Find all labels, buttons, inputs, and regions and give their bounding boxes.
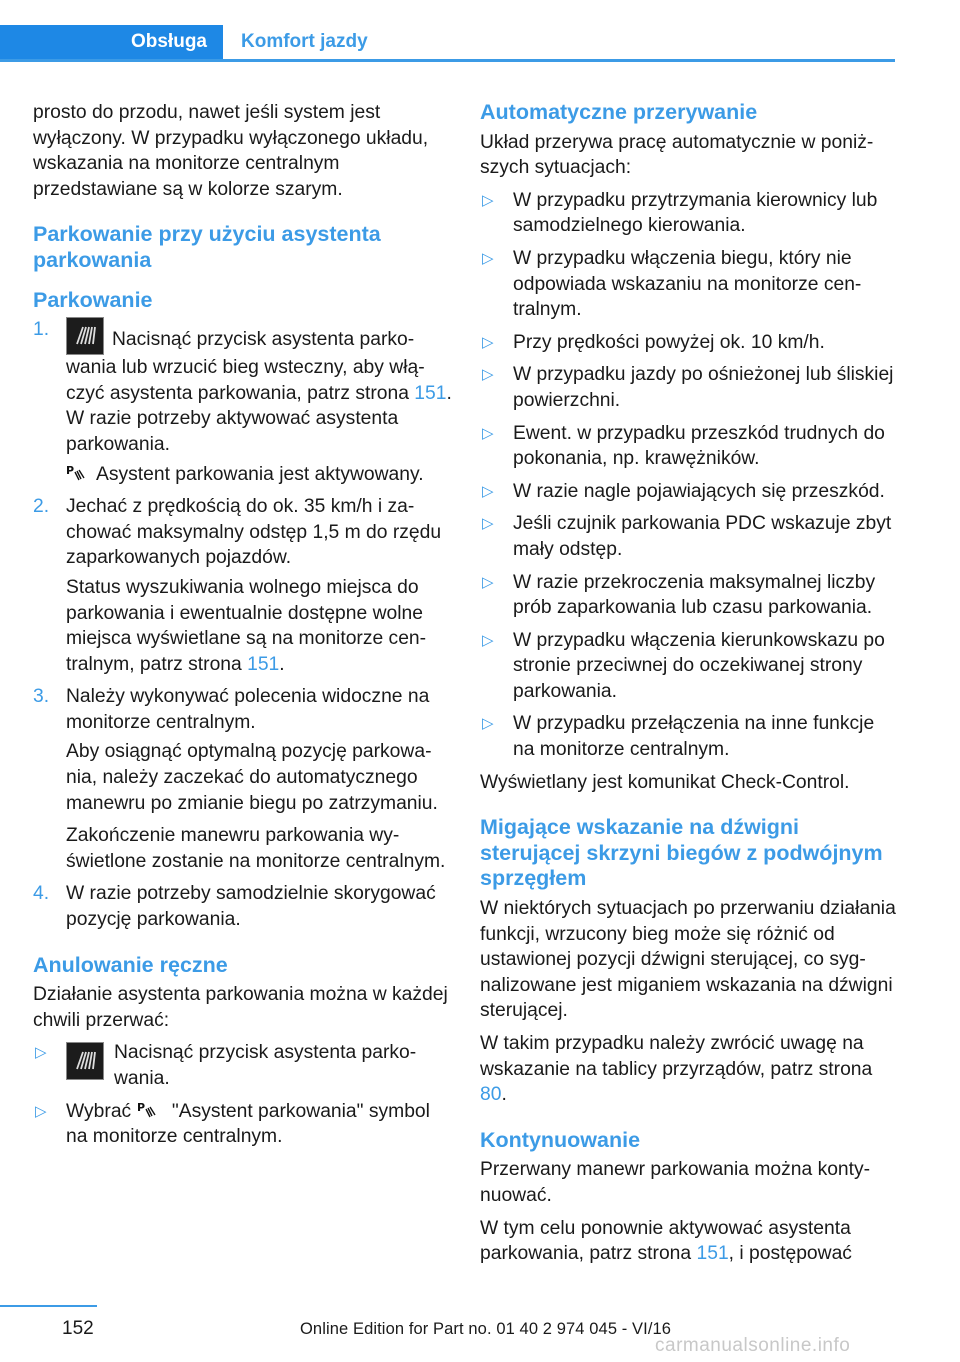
list-item-text: W przypadku przytrzymania kierownicy lub samodzielnego kierowania. (513, 189, 878, 237)
heading-anulowanie: Anulowanie ręczne (33, 952, 228, 977)
kont-paragraph-2 (480, 1216, 898, 1267)
step-note (66, 462, 453, 488)
migajace-end: . (501, 1084, 507, 1106)
step-number: 3. (33, 686, 50, 708)
migajace-text: W takim przypadku należy zwrócić uwagę na wskazanie na tablicy przyrządów, patrz strona (480, 1033, 873, 1080)
park-assist-symbol-icon (66, 463, 88, 483)
steps-list (33, 317, 453, 932)
park-assist-button-icon (66, 1042, 104, 1080)
list-item (33, 684, 453, 874)
step-note (66, 575, 453, 677)
left-column (33, 100, 453, 1157)
list-item (480, 479, 898, 505)
step-number: 1. (33, 319, 50, 341)
heading-automatyczne: Automatyczne przerywanie (480, 100, 758, 124)
triangle-bullet-icon: ▷ (482, 333, 494, 351)
watermark: carmanualsonline.info (655, 1335, 851, 1356)
triangle-bullet-icon: ▷ (482, 366, 494, 384)
page-link-80[interactable]: 80 (480, 1084, 502, 1106)
step-note-end: . (279, 653, 285, 675)
step-note: Zakończenie manewru parkowania wyświetlone zostanie na monitorze centralnym. (66, 825, 446, 872)
list-item-text: W przypadku włączenia biegu, który nie odpowiada wskazaniu na monitorze centralnym. (513, 247, 862, 321)
list-item-text: Wybrać (66, 1100, 137, 1122)
triangle-bullet-icon: ▷ (482, 573, 494, 591)
triangle-bullet-icon: ▷ (482, 631, 494, 649)
auto-footer: Wyświetlany jest komunikat Check-Control. (480, 771, 850, 793)
list-item-text: W przypadku przełączenia na inne funkcje na monitorze centralnym. (513, 713, 875, 761)
auto-text: Układ przerywa pracę automatycznie w poniższych sytuacjach: (480, 131, 874, 179)
top-bar (0, 0, 895, 62)
triangle-bullet-icon: ▷ (482, 515, 494, 533)
page-link-151[interactable]: 151 (414, 382, 447, 404)
page-number: 152 (62, 1318, 94, 1339)
step-text: Należy wykonywać polecenia widoczne na monitorze centralnym. (66, 686, 430, 733)
footer-divider (0, 1305, 97, 1307)
list-item (480, 188, 898, 239)
intro-paragraph: prosto do przodu, nawet jeśli system jest wyłączony. W przypadku wyłączonego układu, wskazania na monitorze centralnym przedstawiane są w kolorze szarym. (33, 102, 429, 200)
list-item-text: W razie nagle pojawiających się przeszkód. (513, 480, 885, 502)
migajace-paragraph-1: W niektórych sytuacjach po przerwaniu działania funkcji, wrzucony bieg może się różnić od ustawionej pozycji dźwigni sterującej, co sygnalizowane jest miganiem wskazania na dźwigni sterującej. (480, 898, 896, 1022)
list-item (33, 1040, 453, 1091)
triangle-bullet-icon: ▷ (482, 191, 494, 209)
header-divider (0, 59, 895, 62)
triangle-bullet-icon: ▷ (482, 424, 494, 442)
list-item (480, 362, 898, 413)
tab-obsluga[interactable]: Obsługa (0, 25, 223, 61)
triangle-bullet-icon: ▷ (35, 1102, 47, 1120)
triangle-bullet-icon: ▷ (482, 482, 494, 500)
list-item-text: Ewent. w przypadku przeszkód trudnych do pokonania, np. krawężników. (513, 422, 885, 470)
list-item-text: W przypadku jazdy po ośnieżonej lub śliskiej powierzchni. (513, 364, 894, 411)
list-item-text: Nacisnąć przycisk asystenta parkowania. (114, 1042, 417, 1089)
list-item (480, 711, 898, 762)
auto-list (480, 188, 898, 763)
list-item (33, 1099, 453, 1150)
kont-text: W tym celu ponownie aktywować asystenta parkowania, patrz strona (480, 1217, 851, 1265)
park-assist-symbol-icon (137, 1100, 159, 1120)
heading-parkowanie: Parkowanie (33, 287, 153, 312)
list-item-text-b: "Asystent parkowania" symbol na monitorze centralnym. (66, 1100, 430, 1148)
heading-migajace: Migające wskazanie na dźwigni sterującej skrzyni biegów z podwójnym sprzęgłem (480, 815, 883, 891)
triangle-bullet-icon: ▷ (482, 249, 494, 267)
kont-paragraph-1: Przerwany manewr parkowania można kontynuować. (480, 1159, 871, 1206)
triangle-bullet-icon: ▷ (482, 715, 494, 733)
heading-kontynuowanie: Kontynuowanie (480, 1127, 641, 1152)
list-item (33, 494, 453, 677)
step-text: Nacisnąć przycisk asystenta parkowania lub wrzucić bieg wsteczny, aby włączyć asystenta parkowania, patrz strona (66, 329, 425, 404)
list-item-text: W razie przekroczenia maksymalnej liczby prób zaparkowania lub czasu parkowania. (513, 571, 876, 619)
list-item-text: W przypadku włączenia kierunkowskazu po stronie przeciwnej do oczekiwanej strony parkowania. (513, 629, 885, 702)
heading-parkowanie-asystent: Parkowanie przy użyciu asystenta parkowania (33, 222, 381, 272)
list-item-text: Jeśli czujnik parkowania PDC wskazuje zbyt mały odstęp. (513, 513, 892, 560)
list-item (480, 570, 898, 621)
step-number: 2. (33, 496, 50, 518)
list-item-text: Przy prędkości powyżej ok. 10 km/h. (513, 331, 825, 353)
step-number: 4. (33, 883, 50, 905)
step-note-text: Asystent parkowania jest aktywowany. (96, 463, 424, 485)
kont-end: , i postępować (728, 1243, 852, 1265)
page-link-151[interactable]: 151 (696, 1243, 729, 1265)
migajace-paragraph-2 (480, 1031, 898, 1108)
triangle-bullet-icon: ▷ (35, 1044, 47, 1062)
step-note-text: Status wyszukiwania wolnego miejsca do parkowania i ewentualnie dostępne wolne miejsca wyświetlane są na monitorze centralnym, patrz strona (66, 576, 427, 675)
list-item (480, 246, 898, 323)
step-text: Jechać z prędkością do ok. 35 km/h i zachować maksymalny odstęp 1,5 m do rzędu zaparkowanych pojazdów. (66, 496, 442, 569)
tab-komfort-jazdy[interactable]: Komfort jazdy (241, 31, 368, 52)
list-item (33, 317, 453, 487)
svg-text:P: P (66, 463, 75, 477)
park-assist-button-icon (66, 317, 104, 355)
step-note: Aby osiągnąć optymalną pozycję parkowania, należy zaczekać do automatycznego manewru po zmianie biegu po zatrzymaniu. (66, 741, 438, 814)
list-item (480, 421, 898, 472)
anulowanie-list (33, 1040, 453, 1149)
anulowanie-text: Działanie asystenta parkowania można w każdej chwili przerwać: (33, 984, 448, 1031)
edition-text: Online Edition for Part no. 01 40 2 974 045 - VI/16 (300, 1320, 672, 1338)
list-item (480, 628, 898, 705)
list-item (480, 330, 898, 356)
page-link-151[interactable]: 151 (247, 653, 280, 675)
right-column (480, 100, 898, 1274)
list-item (480, 511, 898, 562)
list-item (33, 881, 453, 932)
svg-text:P: P (136, 1100, 145, 1114)
step-text: W razie potrzeby samodzielnie skorygować pozycję parkowania. (66, 883, 436, 931)
step-text-b: . W razie potrzeby aktywować asystenta parkowania. (66, 382, 452, 455)
